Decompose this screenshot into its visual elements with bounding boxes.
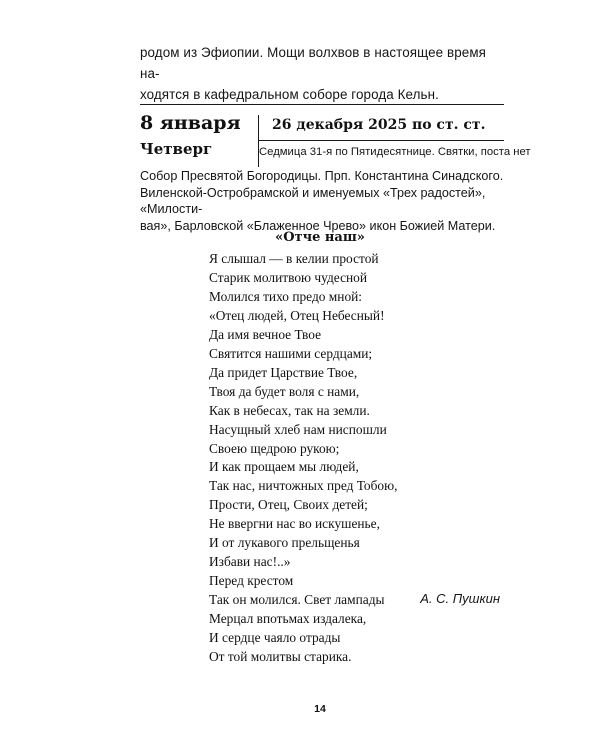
poem-line: Я слышал — в келии простой [209,251,379,266]
section-divider-top [140,104,504,105]
page-number: 14 [314,703,326,715]
poem-line: Так он молился. Свет лампады [209,592,385,608]
poem-line: Прости, Отец, Своих детей; [209,497,368,513]
poem-line: Да имя вечное Твое [209,326,322,342]
poem-line: «Отец людей, Отец Небесный! [209,307,385,323]
poem-line: Насущный хлеб нам ниспошли [209,421,387,437]
poem-title: «Отче наш» [275,230,365,245]
day-weekday: Четверг [140,140,213,158]
poem-line: Святится нашими сердцами; [209,345,373,361]
poem-line: Избави нас!..» [209,554,291,570]
poem-line: Не ввергни нас во искушенье, [209,516,380,532]
poem-line: И от лукавого прельщенья [209,535,360,551]
poem-line: И сердце чаяло отрады [209,630,341,646]
day-date: 8 января [140,112,241,134]
poem-author: А. С. Пушкин [420,591,500,606]
poem-line: От той молитвы старика. [209,649,352,665]
poem-line: Молился тихо предо мной: [209,288,363,304]
feast-line: вая», Барловской «Блаженное Чрево» икон Божией Матери. [140,218,496,233]
poem-line: Так нас, ничтожных пред Тобою, [209,478,398,494]
poem-line: Да придет Царствие Твое, [209,364,358,380]
feast-commemorations [140,168,510,234]
poem-line: Перед крестом [209,573,294,589]
intro-paragraph [140,42,500,105]
old-style-date: 26 декабря 2025 по ст. ст. [272,117,486,133]
poem-line: Своею щедрою рукою; [209,440,340,456]
poem-line: Старик молитвою чудесной [209,269,368,285]
poem-line: Мерцал впотьмах издалека, [209,611,367,627]
poem-line: Как в небесах, так на земли. [209,402,370,418]
intro-line: родом из Эфиопии. Мощи волхвов в настоящее время на- [140,45,486,81]
week-info: Седмица 31-я по Пятидесятнице. Святки, поста нет [259,146,531,158]
feast-line: Собор Пресвятой Богородицы. Прп. Константина Синадского. [140,169,504,183]
intro-line: ходятся в кафедральном соборе города Кельн. [140,87,439,102]
poem-line: Твоя да будет воля с нами, [209,383,360,399]
poem-line: И как прощаем мы людей, [209,459,359,475]
header-inner-divider [258,140,504,141]
feast-line: Виленской-Остробрамской и именуемых «Трех радостей», «Милости- [140,185,486,216]
poem-body [209,250,397,667]
